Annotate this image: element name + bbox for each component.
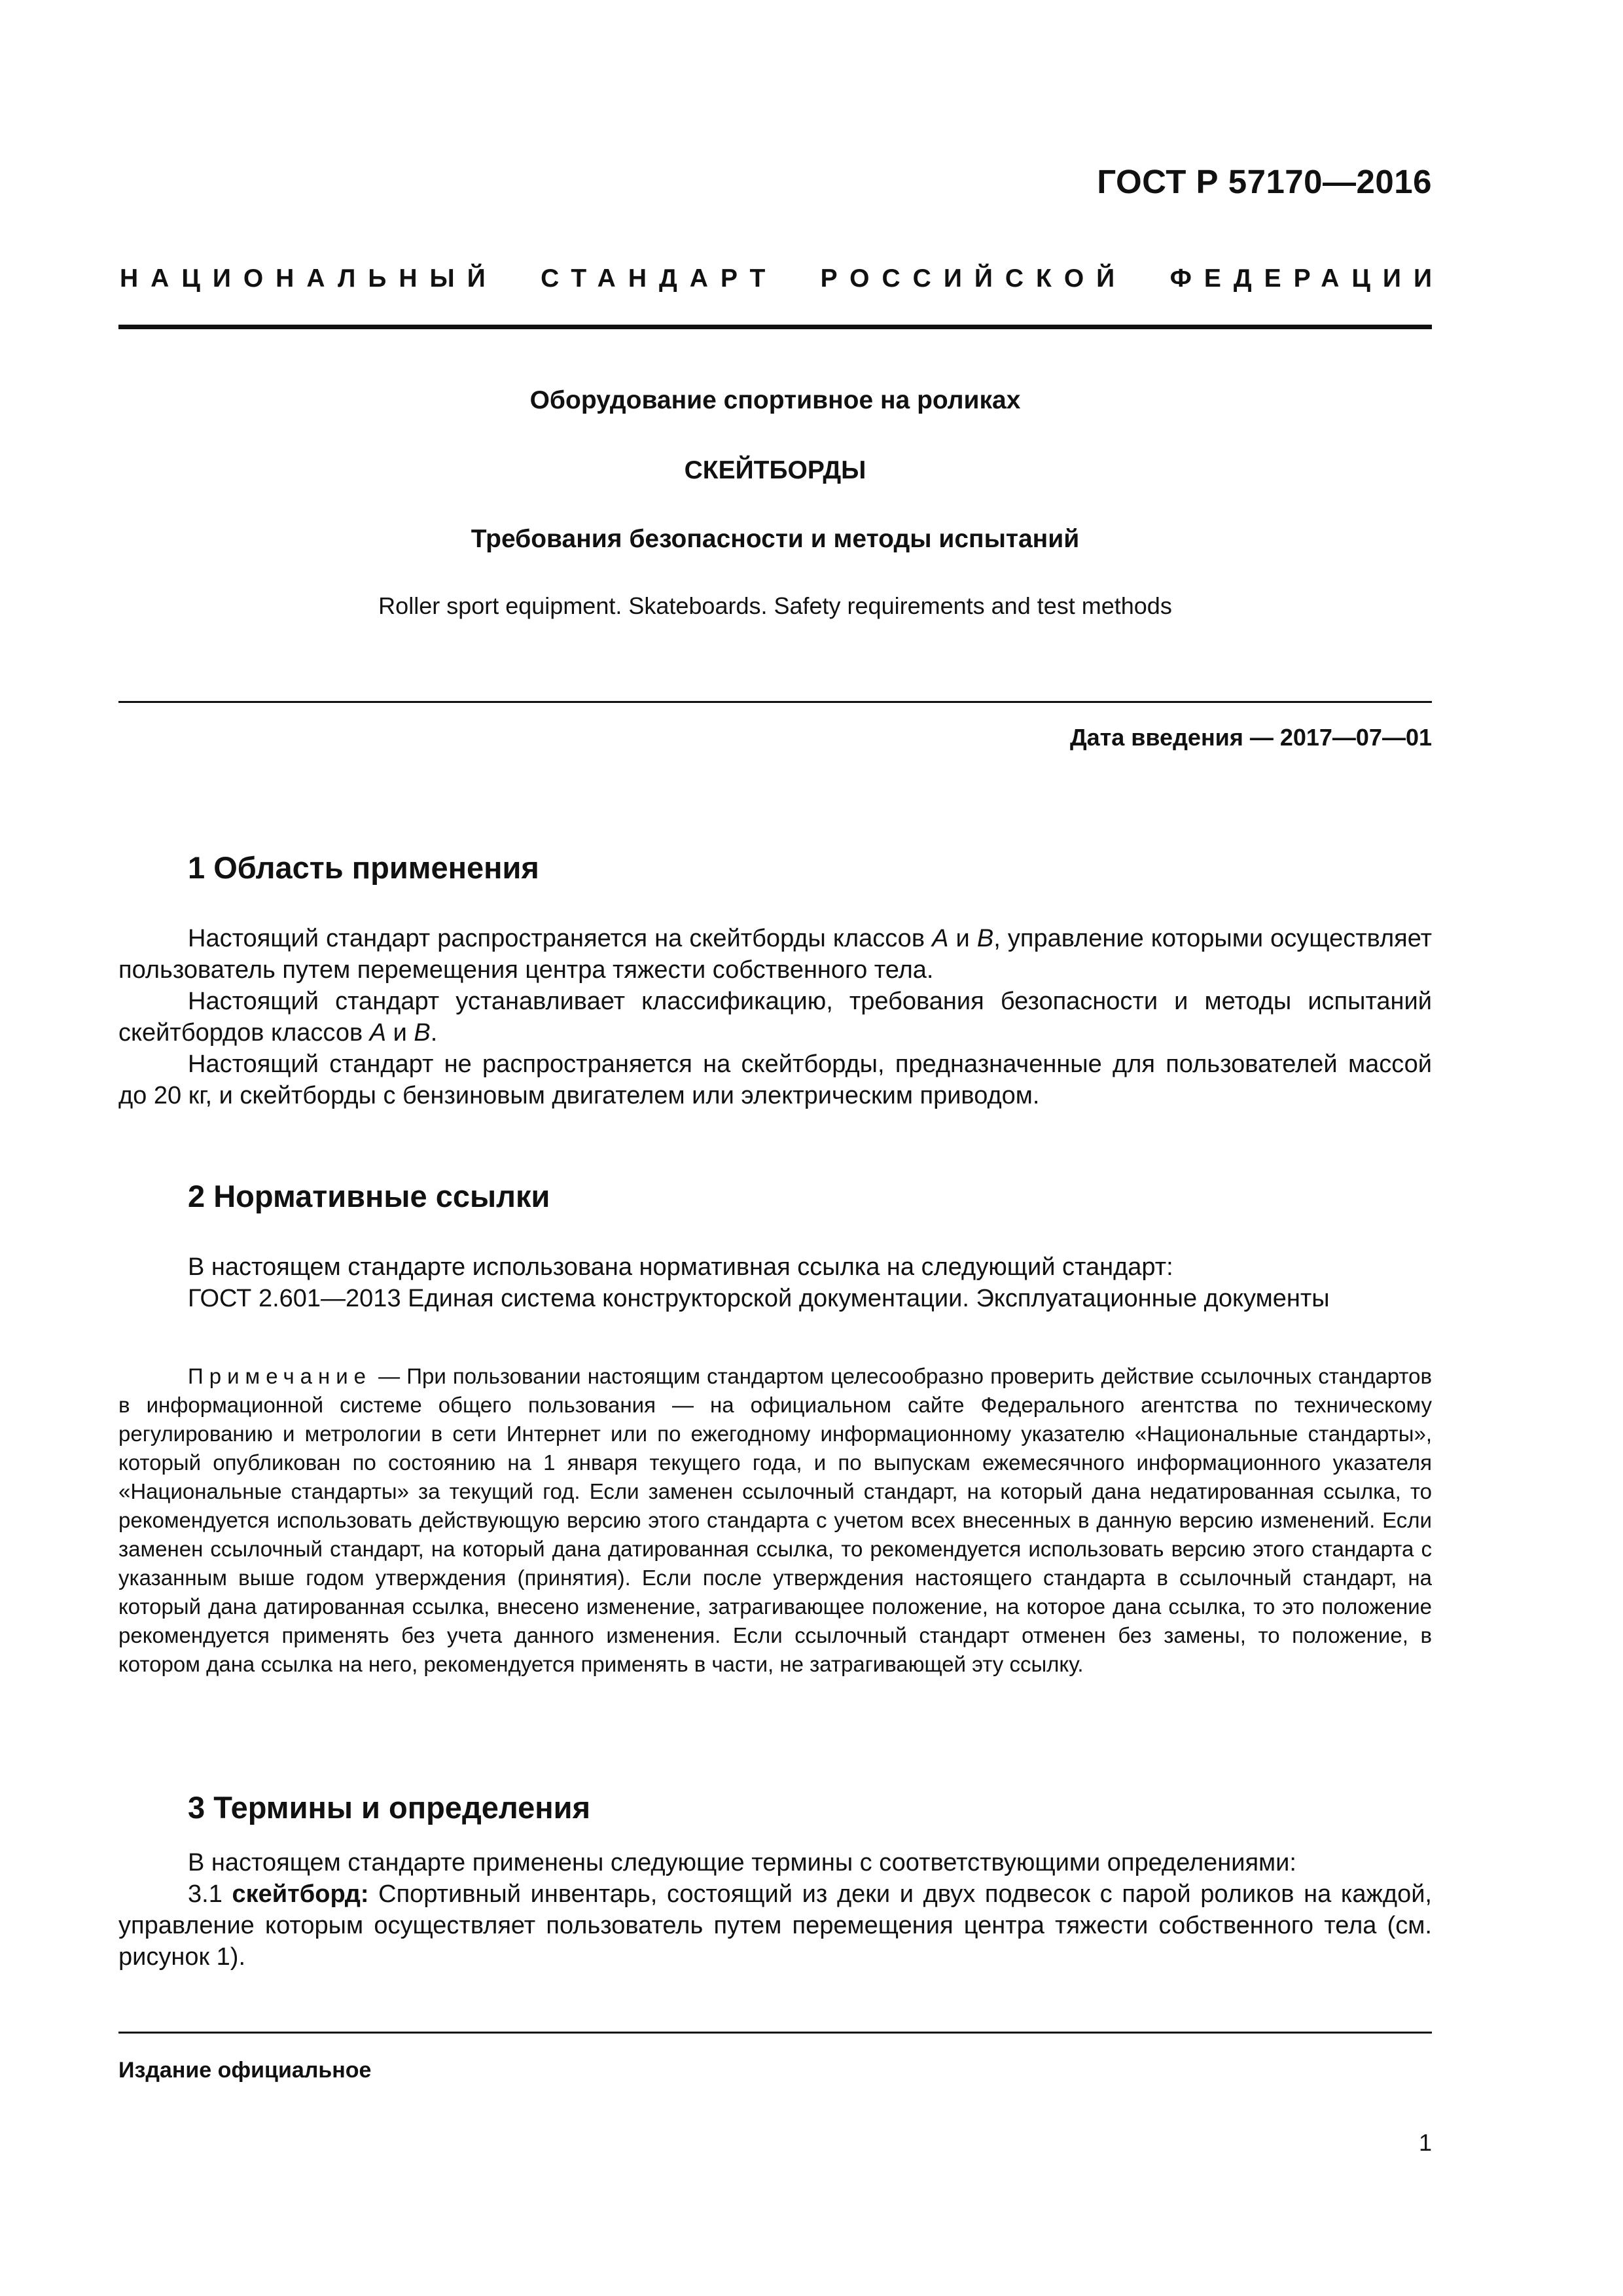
banner-word-2: СТАНДАРТ	[541, 264, 778, 293]
note-text: — При пользовании настоящим стандартом целесообразно проверить действие ссылочных стандартов в информационной системе общего пользования — на официальном сайте Федерального агентства по техническому регулированию и метрологии в сети Интернет или по ежегодному информационному указателю «Национальные стандарты», который опубликован по состоянию на 1 января текущего года, и по выпускам ежемесячного информационного указателя «Национальные стандарты» за текущий год. Если заменен ссылочный стандарт, на который дана недатированная ссылка, то рекомендуется использовать действующую версию этого стандарта с учетом всех внесенных в данную версию изменений. Если заменен ссылочный стандарт, на который дана датированная ссылка, то рекомендуется использовать версию этого стандарта с указанным выше годом утверждения (принятия). Если после утверждения настоящего стандарта в ссылочный стандарт, на который дана датированная ссылка, внесено изменение, затрагивающее положение, на которое дана ссылка, то это положение рекомендуется применять без учета данного изменения. Если ссылочный стандарт отменен без замены, то положение, в котором дана ссылка на него, рекомендуется применять в части, не затрагивающей эту ссылку.	[118, 1364, 1432, 1676]
title-line-3: Требования безопасности и методы испытаний	[471, 525, 1080, 553]
section-2-paragraph-2: ГОСТ 2.601—2013 Единая система конструкторской документации. Эксплуатационные документы	[188, 1285, 1330, 1312]
section-3-body	[118, 1847, 1432, 1973]
section-1-paragraph-1: Настоящий стандарт распространяется на скейтборды классов А и В, управление которыми осуществляет пользователь путем перемещения центра тяжести собственного тела.	[118, 925, 1433, 984]
footer-divider	[118, 2032, 1432, 2034]
term-name: скейтборд:	[232, 1880, 369, 1908]
term-3-1: 3.1 скейтборд: Спортивный инвентарь, состоящий из деки и двух подвесок с парой роликов на каждой, управление которым осуществляет пользователь путем перемещения центра тяжести собственного тела (см. рисунок 1).	[118, 1880, 1432, 1971]
section-1-paragraph-3: Настоящий стандарт не распространяется на скейтборды, предназначенные для пользователей массой до 20 кг, и скейтборды с бензиновым двигателем или электрическим приводом.	[118, 1050, 1432, 1109]
title-english: Roller sport equipment. Skateboards. Safety requirements and test methods	[378, 592, 1172, 619]
title-divider	[118, 701, 1432, 703]
banner-word-1: НАЦИОНАЛЬНЫЙ	[120, 264, 498, 293]
note-label: Примечание	[188, 1364, 372, 1388]
introduction-date: Дата введения — 2017—07—01	[1069, 724, 1432, 751]
national-standard-banner	[120, 264, 1444, 293]
title-line-1: Оборудование спортивное на роликах	[529, 386, 1021, 414]
section-1-heading: 1 Область применения	[188, 850, 539, 885]
section-1-body	[118, 923, 1432, 1111]
section-2-note	[118, 1362, 1432, 1679]
section-2-paragraph-1: В настоящем стандарте использована нормативная ссылка на следующий стандарт:	[188, 1253, 1173, 1281]
section-2-body	[118, 1251, 1432, 1314]
section-3-paragraph-1: В настоящем стандарте применены следующие термины с соответствующими определениями:	[188, 1849, 1296, 1876]
header-divider	[118, 325, 1432, 329]
standard-designation: ГОСТ Р 57170—2016	[1097, 163, 1432, 200]
section-2-heading: 2 Нормативные ссылки	[188, 1179, 550, 1213]
title-line-2: СКЕЙТБОРДЫ	[684, 456, 866, 484]
page-number: 1	[1418, 2129, 1432, 2156]
section-3-heading: 3 Термины и определения	[188, 1790, 590, 1825]
official-edition-label: Издание официальное	[118, 2058, 372, 2083]
section-1-paragraph-2: Настоящий стандарт устанавливает классификацию, требования безопасности и методы испытаний скейтбордов классов А и В.	[118, 988, 1432, 1047]
banner-word-3: РОССИЙСКОЙ	[820, 264, 1128, 293]
banner-word-4: ФЕДЕРАЦИИ	[1169, 264, 1444, 293]
